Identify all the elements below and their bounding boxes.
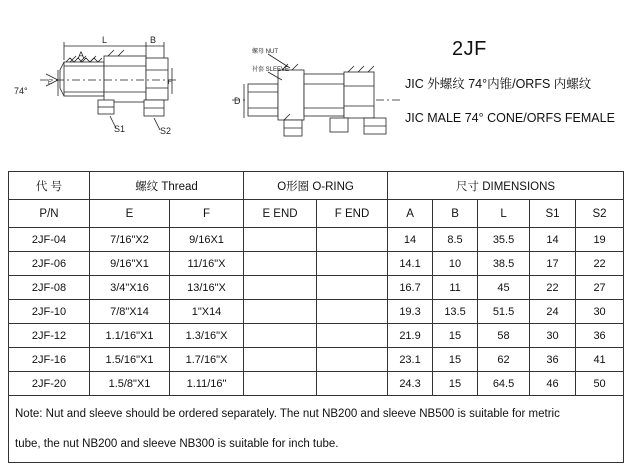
- note-row: [9, 396, 624, 463]
- cell-b: 8.5: [433, 228, 478, 252]
- table-row: [9, 300, 624, 324]
- cell-f-end: [317, 372, 388, 396]
- cell-a: 16.7: [388, 276, 433, 300]
- cell-b: 15: [433, 348, 478, 372]
- cell-b: 10: [433, 252, 478, 276]
- cell-f: 1.11/16": [170, 372, 244, 396]
- dim-S1-label: S1: [114, 124, 126, 134]
- header-l: L: [478, 200, 530, 228]
- cell-l: 62: [478, 348, 530, 372]
- cell-e-end: [244, 324, 317, 348]
- cell-s1: 22: [530, 276, 576, 300]
- cell-l: 38.5: [478, 252, 530, 276]
- header-f: F: [170, 200, 244, 228]
- cell-s1: 46: [530, 372, 576, 396]
- cell-f-end: [317, 252, 388, 276]
- cell-e-end: [244, 300, 317, 324]
- table-header-row-1: [9, 172, 624, 200]
- cell-s2: 50: [576, 372, 624, 396]
- cell-b: 13.5: [433, 300, 478, 324]
- header-pn-cn: 代 号: [9, 172, 90, 200]
- table-row: [9, 252, 624, 276]
- cell-l: 45: [478, 276, 530, 300]
- cell-e: 1.1/16"X1: [90, 324, 170, 348]
- product-description-cn: JIC 外螺纹 74°内锥/ORFS 内螺纹: [405, 77, 592, 91]
- cell-f-end: [317, 348, 388, 372]
- note-line-1: Note: Nut and sleeve should be ordered separately. The nut NB200 and sleeve NB500 is suitable for metric: [15, 408, 560, 420]
- specification-table: [8, 171, 624, 463]
- cell-l: 51.5: [478, 300, 530, 324]
- cell-s1: 14: [530, 228, 576, 252]
- header-oring: O形圈 O-RING: [244, 172, 388, 200]
- cell-f: 1.7/16"X: [170, 348, 244, 372]
- cell-a: 24.3: [388, 372, 433, 396]
- cell-pn: 2JF-10: [9, 300, 90, 324]
- table-row: [9, 276, 624, 300]
- header-dimensions: 尺寸 DIMENSIONS: [388, 172, 624, 200]
- cell-e: 1.5/16"X1: [90, 348, 170, 372]
- dim-S2-label: S2: [160, 126, 172, 136]
- angle-label: 74°: [14, 86, 28, 96]
- header-s2: S2: [576, 200, 624, 228]
- cell-e-end: [244, 228, 317, 252]
- nut-label: 螺母 NUT: [252, 49, 278, 55]
- cell-a: 23.1: [388, 348, 433, 372]
- product-code-title: 2JF: [452, 38, 487, 60]
- header-s1: S1: [530, 200, 576, 228]
- cell-e-end: [244, 252, 317, 276]
- cell-s1: 17: [530, 252, 576, 276]
- cell-b: 11: [433, 276, 478, 300]
- cell-pn: 2JF-20: [9, 372, 90, 396]
- header-e: E: [90, 200, 170, 228]
- header-e-end: E END: [244, 200, 317, 228]
- cell-f: 11/16"X: [170, 252, 244, 276]
- table-row: [9, 324, 624, 348]
- cell-s1: 24: [530, 300, 576, 324]
- cell-s2: 36: [576, 324, 624, 348]
- dim-B-label: B: [150, 35, 157, 45]
- cell-l: 35.5: [478, 228, 530, 252]
- cell-f-end: [317, 324, 388, 348]
- cell-s1: 36: [530, 348, 576, 372]
- note-line-2: tube, the nut NB200 and sleeve NB300 is suitable for inch tube.: [15, 438, 339, 450]
- cell-f: 9/16X1: [170, 228, 244, 252]
- cell-f-end: [317, 228, 388, 252]
- cell-s1: 30: [530, 324, 576, 348]
- dim-F-label: F: [168, 80, 172, 86]
- cell-f: 1.3/16"X: [170, 324, 244, 348]
- dim-L-label: L: [102, 35, 108, 45]
- table-row: [9, 348, 624, 372]
- cell-a: 21.9: [388, 324, 433, 348]
- table-row: [9, 372, 624, 396]
- cell-pn: 2JF-12: [9, 324, 90, 348]
- header-b: B: [433, 200, 478, 228]
- cell-s2: 27: [576, 276, 624, 300]
- cell-f: 1"X14: [170, 300, 244, 324]
- cell-e: 7/8"X14: [90, 300, 170, 324]
- cell-f: 13/16"X: [170, 276, 244, 300]
- cell-l: 64.5: [478, 372, 530, 396]
- cell-e: 3/4"X16: [90, 276, 170, 300]
- cell-f-end: [317, 300, 388, 324]
- header-thread: 螺纹 Thread: [90, 172, 244, 200]
- header-a: A: [388, 200, 433, 228]
- cell-e: 7/16"X2: [90, 228, 170, 252]
- cell-a: 14.1: [388, 252, 433, 276]
- cell-e: 1.5/8"X1: [90, 372, 170, 396]
- cell-b: 15: [433, 372, 478, 396]
- cell-a: 14: [388, 228, 433, 252]
- fitting-drawing-left: [40, 42, 176, 130]
- cell-pn: 2JF-16: [9, 348, 90, 372]
- sleeve-label: 衬套 SLEEVE: [252, 67, 290, 73]
- cell-s2: 22: [576, 252, 624, 276]
- cell-s2: 30: [576, 300, 624, 324]
- dim-D-label: D: [234, 96, 241, 106]
- note-cell: [9, 396, 624, 463]
- cell-f-end: [317, 276, 388, 300]
- product-description-en: JIC MALE 74° CONE/ORFS FEMALE: [405, 111, 615, 125]
- dim-A-label: A: [78, 50, 85, 60]
- cell-pn: 2JF-08: [9, 276, 90, 300]
- cell-e-end: [244, 276, 317, 300]
- cell-e: 9/16"X1: [90, 252, 170, 276]
- table-row: [9, 228, 624, 252]
- cell-e-end: [244, 348, 317, 372]
- header-pn: P/N: [9, 200, 90, 228]
- table-header-row-2: [9, 200, 624, 228]
- cell-l: 58: [478, 324, 530, 348]
- cell-s2: 19: [576, 228, 624, 252]
- cell-pn: 2JF-04: [9, 228, 90, 252]
- cell-e-end: [244, 372, 317, 396]
- cell-s2: 41: [576, 348, 624, 372]
- header-f-end: F END: [317, 200, 388, 228]
- cell-a: 19.3: [388, 300, 433, 324]
- dim-E-label: E: [48, 80, 53, 86]
- cell-pn: 2JF-06: [9, 252, 90, 276]
- cell-b: 15: [433, 324, 478, 348]
